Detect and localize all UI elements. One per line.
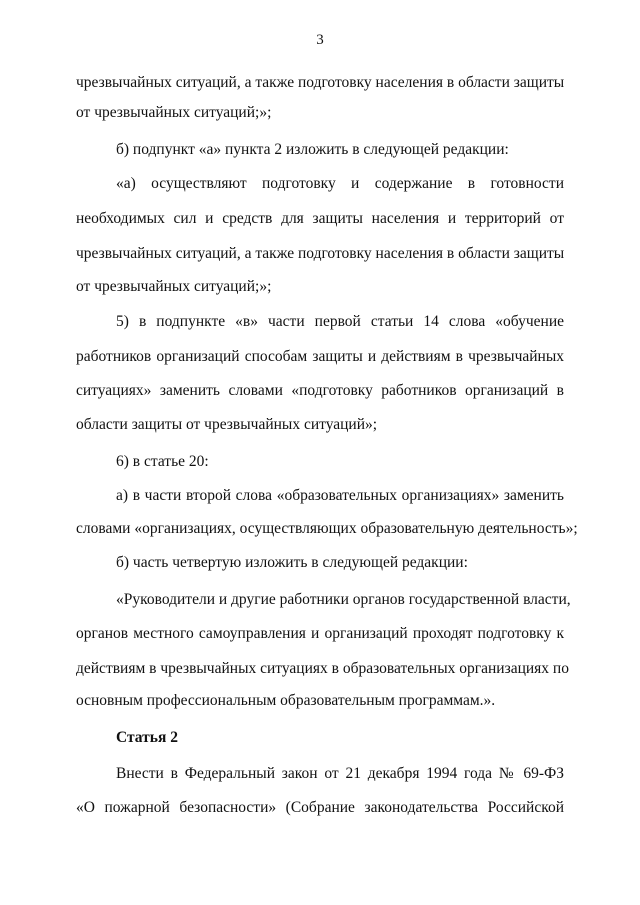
text-line: «Руководители и другие работники органов государственной власти,: [116, 591, 571, 608]
text-line: 6) в статье 20:: [116, 453, 209, 470]
text-line: органов местного самоуправления и организаций проходят подготовку к: [76, 625, 564, 642]
text-line: действиям в чрезвычайных ситуациях в образовательных организациях по: [76, 660, 569, 677]
text-line: работников организаций способам защиты и действиям в чрезвычайных: [76, 348, 564, 365]
text-line: от чрезвычайных ситуаций;»;: [76, 278, 272, 295]
text-line: от чрезвычайных ситуаций;»;: [76, 104, 272, 121]
text-line: необходимых сил и средств для защиты населения и территорий от: [76, 210, 564, 227]
text-line: б) часть четвертую изложить в следующей редакции:: [116, 554, 468, 571]
text-line: б) подпункт «а» пункта 2 изложить в следующей редакции:: [116, 141, 509, 158]
text-line: «а) осуществляют подготовку и содержание в готовности: [116, 175, 564, 192]
text-line: «О пожарной безопасности» (Собрание законодательства Российской: [76, 799, 564, 816]
page-number: 3: [316, 32, 324, 48]
text-line: ситуациях» заменить словами «подготовку работников организаций в: [76, 382, 564, 399]
text-line: чрезвычайных ситуаций, а также подготовку населения в области защиты: [76, 74, 565, 91]
text-line: 5) в подпункте «в» части первой статьи 14 слова «обучение: [116, 313, 564, 330]
text-line: Внести в Федеральный закон от 21 декабря 1994 года № 69-ФЗ: [116, 765, 564, 782]
text-line: основным профессиональным образовательным программам.».: [76, 692, 496, 709]
article-heading: Статья 2: [116, 729, 178, 746]
text-line: чрезвычайных ситуаций, а также подготовку населения в области защиты: [76, 245, 565, 262]
text-line: области защиты от чрезвычайных ситуаций»;: [76, 416, 378, 433]
text-line: а) в части второй слова «образовательных организациях» заменить: [116, 487, 564, 504]
text-line: словами «организациях, осуществляющих образовательную деятельность»;: [76, 520, 578, 537]
